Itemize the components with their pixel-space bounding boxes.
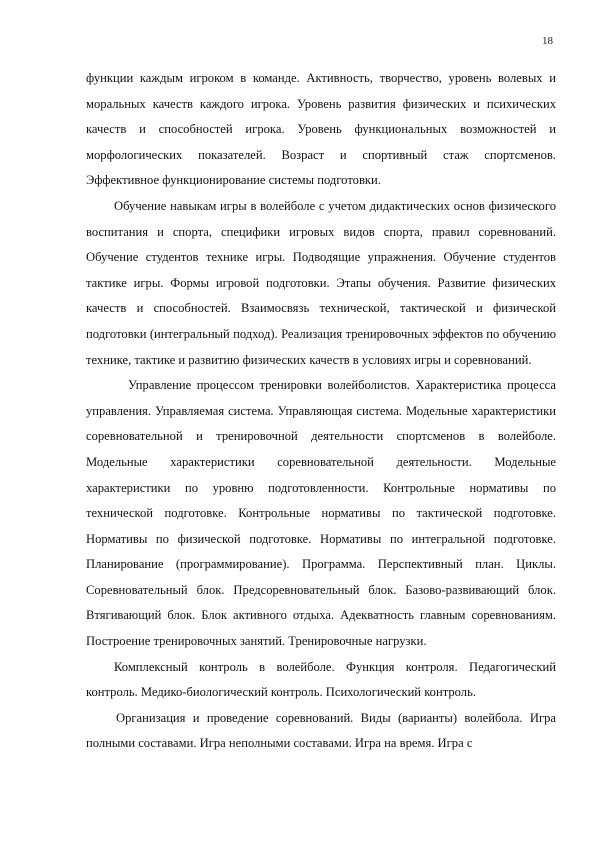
paragraph: Обучение навыкам игры в волейболе с учетом дидактических основ физического воспитания и спорта, специфики игровых видов спорта, правил соревнований. Обучение студентов технике игры. Подводящие упражнения. Обучение студентов тактике игры. Формы игровой подготовки. Этапы обучения. Развитие физических качеств и способностей. Взаимосвязь технической, тактической и физической подготовки (интегральный подход). Реализация тренировочных эффектов по обучению технике, тактике и развитию физических качеств в условиях игры и соревнований. — [86, 198, 556, 367]
body-text — [86, 66, 556, 757]
paragraph: Комплексный контроль в волейболе. Функция контроля. Педагогический контроль. Медико-биологический контроль. Психологический контроль. — [86, 659, 556, 700]
paragraph: Организация и проведение соревнований. Виды (варианты) волейбола. Игра полными составами. Игра неполными составами. Игра на время. Игра с — [86, 710, 556, 751]
page-number: 18 — [542, 35, 553, 47]
paragraph: функции каждым игроком в команде. Активность, творчество, уровень волевых и моральных качеств каждого игрока. Уровень развития физических и психических качеств и способностей игрока. Уровень функциональных возможностей и морфологических показателей. Возраст и спортивный стаж спортсменов. Эффективное функционирование системы подготовки. — [86, 71, 556, 188]
paragraph: Управление процессом тренировки волейболистов. Характеристика процесса управления. Управляемая система. Управляющая система. Модельные характеристики соревновательной и тренировочной деятельности спортсменов в волейболе. Модельные характеристики соревновательной деятельности. Модельные характеристики по уровню подготовленности. Контрольные нормативы по технической подготовке. Контрольные нормативы по тактической подготовке. Нормативы по физической подготовке. Нормативы по интегральной подготовке. Планирование (программирование). Программа. Перспективный план. Циклы. Соревновательный блок. Предсоревновательный блок. Базово-развивающий блок. Втягивающий блок. Блок активного отдыха. Адекватность главным соревнованиям. Построение тренировочных занятий. Тренировочные нагрузки. — [86, 378, 556, 649]
